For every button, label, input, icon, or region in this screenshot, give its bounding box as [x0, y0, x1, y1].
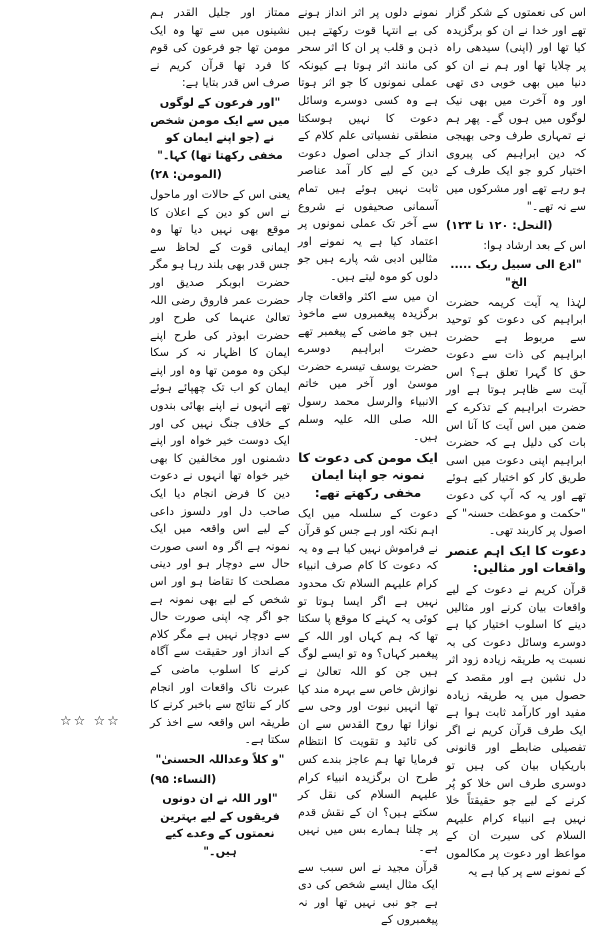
paragraph: قرآن مجید نے اس سبب سے ایک مثال ایسے شخص کی دی ہے جو نبی نہیں تھا اور نہ پیغمبروں کے	[298, 860, 438, 927]
quote: "اور اللہ نے ان دونوں فریقوں کے لیے بہترین نعمتوں کے وعدے کیے ہیں۔"	[160, 792, 280, 858]
ref: (النحل: ۱۲۰ تا ۱۲۳)	[446, 219, 553, 233]
paragraph: نمونے دلوں پر اثر انداز ہونے کی بے انتہا قوت رکھتے ہیں ذہن و قلب پر ان کا اثر سحر کی مانند اثر ہوتا ہے کیونکہ عملی نمونوں کا جو اثر ہوتا ہے وہ کسی دوسرے وسائل دعوت کا نہیں ہوسکتا منطقی نفسیاتی علم کلام کے انداز کے جدلی اصول دعوت دین کے لیے کار آمد عناصر ثابت نہیں ہوئے ہیں تمام آسمانی صحیفوں نے شروع سے آخر تک عملی نمونوں پر اعتماد کیا ہے یہ نمونے اور مثالیں ادبی شہ پارے ہیں جو دلوں کو موہ لیتے ہیں۔	[298, 6, 438, 283]
paragraph: لہٰذا یہ آیت کریمہ حضرت ابراہیم کی دعوت کو توحید سے مربوط ہے حضرت ابراہیم کی ذات سے دعوت حق کا گہرا تعلق ہے؟ اس آیت سے ظاہر ہوتا ہے اور حضرت ابراہیم کے تذکرے کے ضمن میں اس آیت کا آنا اس بات کی دلیل ہے کہ حضرت ابراہیم اپنی دعوت میں اسی طریق کار کو اختیار کیے ہوئے تھے اور یہ کہ آپ کی دعوت "حکمت و موعظت حسنہ" کے اصول پر کاربند تھی۔	[446, 295, 586, 538]
column-4-blank	[4, 4, 142, 731]
paragraph: دعوت کے سلسلہ میں ایک اہم نکتہ اور ہے جس کو قرآن نے فراموش نہیں کیا ہے وہ یہ کہ دعوت کا کام صرف انبیاء کرام علیہم السلام تک محدود نہیں ہے اگر ایسا ہوتا تو کوئی یہ کہنے کا موقع پا سکتا تھا کہ ہم کہاں اور اللہ کے پیغمبر کہاں؟ وہ تو ایسے لوگ ہیں جن کو اللہ تعالیٰ نے نوازش خاص سے بہرہ مند کیا تھا انہیں نبوت اور وحی سے نوازا تھا روح القدس سے ان کی تائید و تقویت کا انتظام فرمایا تھا ہم عاجز بندے کس طرح ان برگزیدہ انبیاء کرام علیہم السلام کی نقل کر سکتے ہیں؟ ان کے نقش قدم پر چلنا ہمارے بس میں نہیں ہے۔	[298, 506, 438, 854]
paragraph: اس کی نعمتوں کے شکر گزار تھے اور خدا نے ان کو برگزیدہ کیا تھا اور (اپنی) سیدھی راہ پر چلایا تھا اور ہم نے ان کو دنیا میں بھی خوبی دی تھی اور وہ آخرت میں بھی نیک لوگوں میں ہوں گے۔ پھر ہم نے تمہاری طرف وحی بھیجی کہ دین ابراہیم کی پیروی اختیار کرو جو ایک طرف کے ہو رہے تھے اور مشرکوں میں سے نہ تھے۔"	[446, 6, 586, 213]
column-2	[298, 4, 438, 927]
end-stars: ☆☆ ☆☆	[60, 714, 121, 729]
paragraph: یعنی اس کے حالات اور ماحول نے اس کو دین کے اعلان کا موقع بھی نہیں دیا تھا وہ ایمانی قوت کے لحاظ سے جس قدر بھی بلند رہا ہو مگر حضرت ابوبکر صدیق اور حضرت عمر فاروق رضی اللہ تعالیٰ عنہما کی طرح اور حضرت ابوذر کی طرح اپنے ایمان کا اظہار نہ کر سکا لیکن وہ مومن تھا وہ اور اپنے ایمان کو اب تک چھپائے ہوئے تھے انہوں نے اپنے بھائی بندوں کے خلاف جنگ نہیں کی اور ایک دوست خیر خواہ اور اپنے دشمنوں اور مخالفین کا بھی خیر خواہ تھا انہوں نے دعوت دین کا فرض انجام دیا ایک صاحب دل اور دلسوز داعی کے لیے اس واقعہ میں ایک نمونہ ہے اگر وہ اسی صورت حال سے دوچار ہو اور دینی مصلحت کا تقاضا ہو اور اس شخص کے لیے بھی نمونہ ہے جو اگر چہ اپنی صورت حال سے دوچار نہیں ہے مگر کلام کے انداز اور حقیقت سے آگاہ کرنے کا اسلوب ماضی کے عبرت ناک واقعات اور انجام کار کے نتائج سے باخبر کرنے کا طریقہ اس واقعہ سے اخذ کر سکتا ہے۔	[150, 187, 290, 747]
paragraph: ممتاز اور جلیل القدر ہم نشینوں میں سے تھا وہ ایک مومن تھا جو فرعون کی قوم کا فرد تھا قرآن کریم نے صرف اس قدر بتایا ہے:	[150, 6, 290, 90]
quote: "اور فرعون کے لوگوں میں سے ایک مومن شخص نے (جو اپنے ایمان کو مخفی رکھتا تھا) کہا۔"	[150, 95, 290, 162]
quote: "ادع الی سبیل ربک ..... الخ"	[450, 258, 582, 289]
paragraph: قرآن کریم نے دعوت کے لیے واقعات بیان کرنے اور مثالیں دینے کا اسلوب اختیار کیا ہے دوسرے وسائل دعوت کی بہ نسبت یہ طریقہ زیادہ زود اثر دل نشین ہے اور مقصد کے حصول میں یہ طریقہ زیادہ مفید اور کارآمد ثابت ہوا ہے ایک طرف قرآن کریم نے اگر تفصیلی ضابطے اور قانونی باریکیاں بیان کی ہیں تو دوسری طرف اس خلا کو پُر کرنے کے لیے جو حقیقتاً خلا نہیں ہے انبیاء کرام علیہم السلام کی سیرت ان کے مواعظ اور دعوت پر مکالموں کے نمونے سے پر کیا ہے یہ	[446, 583, 586, 878]
paragraph: اس کے بعد ارشاد ہوا:	[483, 238, 586, 252]
paragraph: ان میں سے اکثر واقعات چار برگزیدہ پیغمبروں سے ماخوذ ہیں جو ماضی کے پیغمبر تھے حضرت ابراہیم دوسرے حضرت یوسف تیسرے حضرت موسیٰ اور آخر میں خاتم الانبیاء والرسل محمد رسول اللہ صلی اللہ علیہ وسلم ہیں۔	[298, 289, 438, 444]
ref: (المومن: ۲۸)	[150, 168, 222, 182]
ref: (النساء: ۹۵)	[150, 772, 217, 786]
quote: "و کلاً وعداللہ الحسنیٰ"	[155, 752, 285, 766]
subheading: دعوت کا ایک اہم عنصر واقعات اور مثالیں:	[446, 543, 586, 576]
column-3	[150, 4, 290, 858]
heading: ایک مومن کی دعوت کا نمونہ جو اپنا ایمان مخفی رکھتے تھے:	[298, 449, 438, 501]
column-1	[446, 4, 586, 878]
